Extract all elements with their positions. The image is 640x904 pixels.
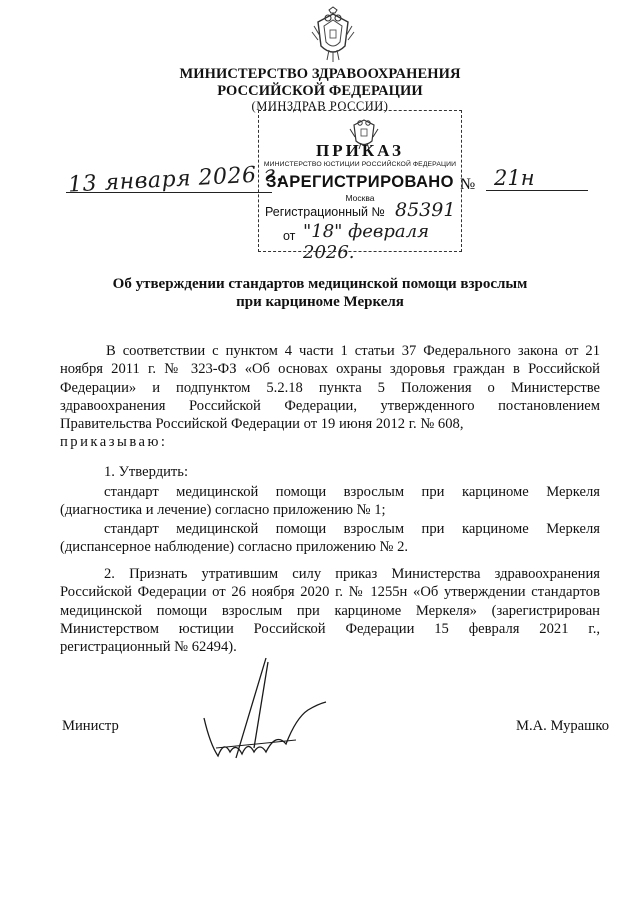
standard-2: стандарт медицинской помощи взрослым при карциноме Меркеля (диспансерное наблюдение) согласно приложению № 2.: [60, 521, 600, 556]
preamble-paragraph: [60, 342, 600, 452]
stamp-regno-label: Регистрационный №: [265, 205, 385, 219]
stamp-from-value: "18" февраля 2026.: [303, 221, 430, 263]
ministry-name-line1: МИНИСТЕРСТВО ЗДРАВООХРАНЕНИЯ: [179, 66, 461, 82]
date-underline: [66, 192, 272, 193]
russian-coat-of-arms-icon: [308, 6, 358, 64]
handwritten-signature-icon: [196, 648, 346, 768]
signer-name: М.А. Мурашко: [516, 718, 610, 734]
ministry-short-name: (МИНЗДРАВ РОССИИ): [251, 99, 389, 113]
stamp-city: Москва: [345, 193, 375, 203]
stamp-ministry: МИНИСТЕРСТВО ЮСТИЦИИ РОССИЙСКОЙ ФЕДЕРАЦИИ: [263, 161, 457, 168]
stamp-title: ПРИКАЗ: [316, 141, 404, 160]
number-underline: [486, 190, 588, 191]
order-number: 21н: [494, 166, 535, 190]
orders-word: приказываю:: [60, 434, 168, 451]
document-title-line2: при карциноме Меркеля: [236, 294, 404, 310]
ministry-name-line2: РОССИЙСКОЙ ФЕДЕРАЦИИ: [217, 83, 423, 99]
standard-1: стандарт медицинской помощи взрослым при карциноме Меркеля (диагностика и лечение) согласно приложению № 1;: [60, 484, 600, 519]
preamble-text: В соответствии с пунктом 4 части 1 статьи 37 Федерального закона от 21 ноября 2011 г. № 323-ФЗ «Об основах охраны здоровья граждан в Российской Федерации» и подпунктом 5.2.18 пункта 5 Положения о Министерстве здравоохранения Российской Федерации, утвержденного постановлением Правительства Российской Федерации от 19 июня 2012 г. № 608,: [60, 343, 600, 433]
order-number-sign: №: [460, 176, 476, 193]
registration-stamp: [258, 110, 462, 263]
document-title-line1: Об утверждении стандартов медицинской помощи взрослым: [112, 276, 528, 292]
item-2: 2. Признать утратившим силу приказ Министерства здравоохранения Российской Федерации от 26 ноября 2020 г. № 1255н «Об утверждении стандартов медицинской помощи взрослым при карциноме Меркеля» (зарегистрирован Министерством юстиции Российской Федерации 15 февраля 2021 г., регистрационный № 62494).: [60, 566, 600, 656]
stamp-from-label: от: [283, 229, 296, 243]
signer-role: Министр: [62, 718, 119, 734]
order-date: 13 января 2026 г.: [67, 161, 284, 198]
stamp-regno-value: 85391: [395, 199, 456, 221]
stamp-status: ЗАРЕГИСТРИРОВАНО: [266, 173, 454, 191]
item-1: 1. Утвердить:: [104, 464, 189, 480]
